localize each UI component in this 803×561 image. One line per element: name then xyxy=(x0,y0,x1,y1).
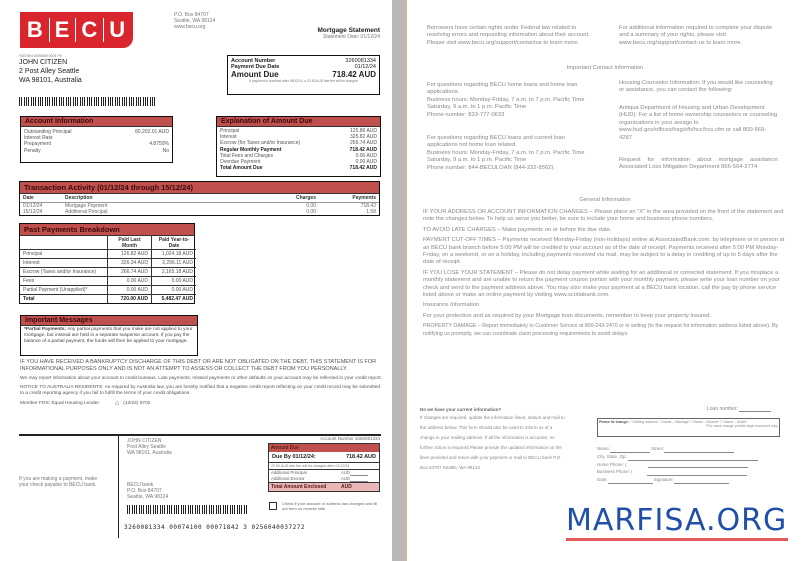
payable-note: If you are making a payment, make your check payable to BECU bank. xyxy=(19,476,98,488)
equal-housing-icon: ⌂ xyxy=(115,399,120,407)
mitigation-text: Request for information about mortgage assistance: Associated Loss Mitigation Department 866-504-2774 xyxy=(619,157,779,171)
home-loans-contact: For questions regarding BECU home loans and home loan applications. Business hours: Monday-Friday, 7 a.m. to 7 p.m. Pacific Time Saturday, 9 a.m. to 1 p.m. Pacific Time Phone number: 833-777-0633 xyxy=(427,82,585,118)
amount-due-value: 718.42 AUD xyxy=(332,70,376,79)
page-title: Mortgage Statement xyxy=(317,27,380,34)
transaction-activity-panel: Transaction Activity (01/12/24 through 15/12/24) Date Description Charges Payments 01/12/24 Mortgage Payment 0.00 718.42 15/12/24 Additional Principal 0.00 1.58 xyxy=(19,181,380,216)
additional-info-text: For additional information required to complete your dispute and a summary of your rights, please visit www.becu.org/support/contact-us to learn more. xyxy=(619,25,773,46)
mail-barcode xyxy=(19,97,157,106)
other-loans-contact: For questions regarding BECU loans and current loan applications not home loan related. Business hours: Monday-Friday, 7 a.m. to 7 p.m. Pacific Time Saturday, 9 a.m. to 1 p.m. Pacific Time Phone number: 844-BECULOAN (844-232-8562). xyxy=(427,135,585,171)
general-title: General Information xyxy=(579,197,631,203)
transaction-row: 01/12/24 Mortgage Payment 0.00 718.42 xyxy=(23,203,376,209)
coupon-account-number: Account Number 3260081334 xyxy=(320,436,380,441)
past-payments-panel: Past Payments Breakdown Paid Last Month Paid Year-to-Date Principal 126.82 AUD 1,024.18 AUD Interest 326.34 AUD 2,296.11 AUD Escrow (Taxes and/or Insurance) 266.74 AUD 2,165.18 AUD Fees 0.00 AUD 0.00 AUD Partial Payment (Unapplied)* 0.00 AUD 0.00 AUD Total 720.00 AUD 5,482.47 AUD xyxy=(19,223,195,304)
bank-address: P.O. Box 84707 Seattle, WA 98124 www.becu.org xyxy=(174,12,216,30)
important-messages-panel: Important Messages *Partial Payments: Any partial payments that you make are not applied to your mortgage, but instead are held in a separate suspense account. If you pay the balance of a partial payment, the funds will then be applied to your mortgage. xyxy=(20,315,198,356)
loan-number-input[interactable] xyxy=(739,406,771,412)
coupon-amount-box: Amount Due Due By 01/12/24: 718.42 AUD 22.50 AUD late fee will be charged after 01/12/24 Additional Principal AUD Additional Escrow AUD Total Amount Enclosed AUD xyxy=(268,443,380,492)
loan-number-field: Loan number: xyxy=(707,406,771,412)
customer-address: *00378/4 0000009 0004 P5 JOHN CITIZEN 2 Post Alley Seattle WA 98101, Australia xyxy=(19,54,82,84)
statement-title-block xyxy=(300,27,380,40)
becu-logo: B E C U xyxy=(20,12,133,48)
summary-box: Account Number 3260081334 Payment Due Date 01/12/24 Amount Due 718.42 AUD If payment is received after 08/12/24, a 22.50 AUD late fee will be charged xyxy=(227,55,380,95)
city-state-zip-input[interactable] xyxy=(628,455,758,461)
signature-input[interactable] xyxy=(674,478,729,484)
legal-notices: IF YOU HAVE RECEIVED A BANKRUPTCY DISCHARGE OF THIS DEBT OR ARE NOT OBLIGATED ON THE DEBT, THIS STATEMENT IS FOR INFORMATIONAL PURPOSES ONLY AND IS NOT AN ATTEMPT TO ASSESS OR COLLECT THE DEBT FROM YOU PERSONALLY. We may report information about your account to credit bureaus. Late payments, missed payments or other defaults on your account may be reflected in your credit report. NOTICE TO AUSTRALIA RESIDENTS: As required by Australia law, you are hereby notified that a negative credit report reflecting on your credit record may be submitted to a credit reporting agency if you fail to fulfill the terms of your credit obligations. Member FDIC Equal Housing Lender. ⌂ (12/24) 9702 xyxy=(20,359,382,407)
account-information-panel: Account Information Outstanding Principal 80,202.01 AUD Interest Rate Prepayment 4.8750% Penalty No xyxy=(20,116,173,163)
street-input[interactable] xyxy=(664,447,734,453)
name-input[interactable] xyxy=(610,447,650,453)
explanation-of-amount-due-panel: Explanation of Amount Due Principal 125.86 AUD Interest 325.82 AUD Escrow (for Taxes and/or Insurance) 266.74 AUD Regular Monthly Payment 718.42 AUD Total Fees and Charges 0.00 AUD Overdue Payment 0.00 AUD Total Amount Due 718.42 AUD xyxy=(216,116,381,177)
address-change-form: Name: Street: City, State, Zip: Home Phone: ( Business Phone: ( Date: Signature: xyxy=(597,445,780,484)
contact-title: Important Contact Information xyxy=(566,65,644,71)
date-input[interactable] xyxy=(608,478,653,484)
marfisa-watermark: MARFISA.ORG xyxy=(566,505,788,541)
coupon-divider xyxy=(118,434,119,538)
address-change-note: Check if your account or address has changed and fill out form on reverse side. xyxy=(282,501,378,511)
coupon-barcode xyxy=(127,505,247,514)
current-info-block: Do we have your current information? If changes are required, update the information listed, detach and mail to the address below. This form should also be used to inform us of a change in your mailing address. If all the information is accurate, no further action is required.Please provide the updated information on the lines provided and return with your payment or mail to BECU bank P.O. Box 84707 Seattle, WA 98124 xyxy=(420,407,565,470)
change-type-box: Please fix change: ☐ Mailing Address ☐ Name – Marriage ☐ Name – Divorce* ☐ Name – Death* *For name change provide legal document copy xyxy=(597,418,780,437)
coupon-bank-address: BECU bank P.O. Box 84707 Seattle, WA 98124 xyxy=(127,482,169,500)
statement-page-back xyxy=(404,0,803,561)
micr-line: 3260081334 00074100 00071842 3 0256040037272 xyxy=(124,524,305,531)
hud-text: Antiqua Department of Housing and Urban Development (HUD): For a list of home ownership counselors or counseling organizations in your areago to www.hud.gov/offices/hsg/sfh/hcc/hcs.cfm or call 800-569-4287 xyxy=(619,105,778,141)
address-change-checkbox[interactable] xyxy=(269,502,277,510)
general-information: IF YOUR ADDRESS OR ACCOUNT INFORMATION CHANGES – Please place an "X" in the area provided on the front of the statement and note the changes below. To help us serve you better, be sure to include your home and business phone numbers. TO AVOID LATE CHARGES – Make payments on or before the due date. PAYMENT CUT-OFF TIMES – Payments received Monday-Friday (non-holidays) online at AssociatedBank.com, by telephone or in person at an BECU bank branch before 5:00 PM will be credited to your account as of the date of receipt. Payments received after 5:00 PM Monday-Friday, on a weekend, or on a holiday, including payments received via mail, may be subject to a delay in crediting of up to 5 days after the date of receipt. IF YOU LOSE YOUR STATEMENT – Please do not delay payment while waiting for an additional or corrected statement. If you misplace a monthly statement and are unable to return the payment coupon portion with your monthly payment, please write your loan number on your check and send to the payment address above. You may also make your payment at a BECU bank location, call the pay by phone service listed above or make an online payment by visiting www.scotiabank.com. Insurance Information For your protection and as required by your Mortgage loan documents, remember to keep your property insured. PROPERTY DAMAGE – Report immediately to Customer Service at 800-243-2470 or in writing (to the request for information address listed above). By notifying us promptly, we can coordinate claim processing requirements to avoid delays. xyxy=(423,209,785,337)
transaction-row: 15/12/24 Additional Principal 0.00 1.58 xyxy=(23,209,376,215)
rights-text: Borrowers have certain rights under Federal law related to resolving errors and requesting information about their account. Please visit www.becu.org/support/contactus to learn more. xyxy=(427,25,590,46)
amount-due-label: Amount Due xyxy=(231,70,279,79)
statement-page-front xyxy=(0,0,392,561)
additional-escrow-input[interactable] xyxy=(350,476,368,482)
coupon-address: JOHN CITIZEN Post Alley Seattle WA 98101, Australia xyxy=(127,438,172,456)
housing-counselor-text: Housing Counselor Information: If you would like counseling or assistance, you can contact the following: xyxy=(619,80,773,94)
statement-date: Statement Date: 01/12/24 xyxy=(323,34,380,40)
